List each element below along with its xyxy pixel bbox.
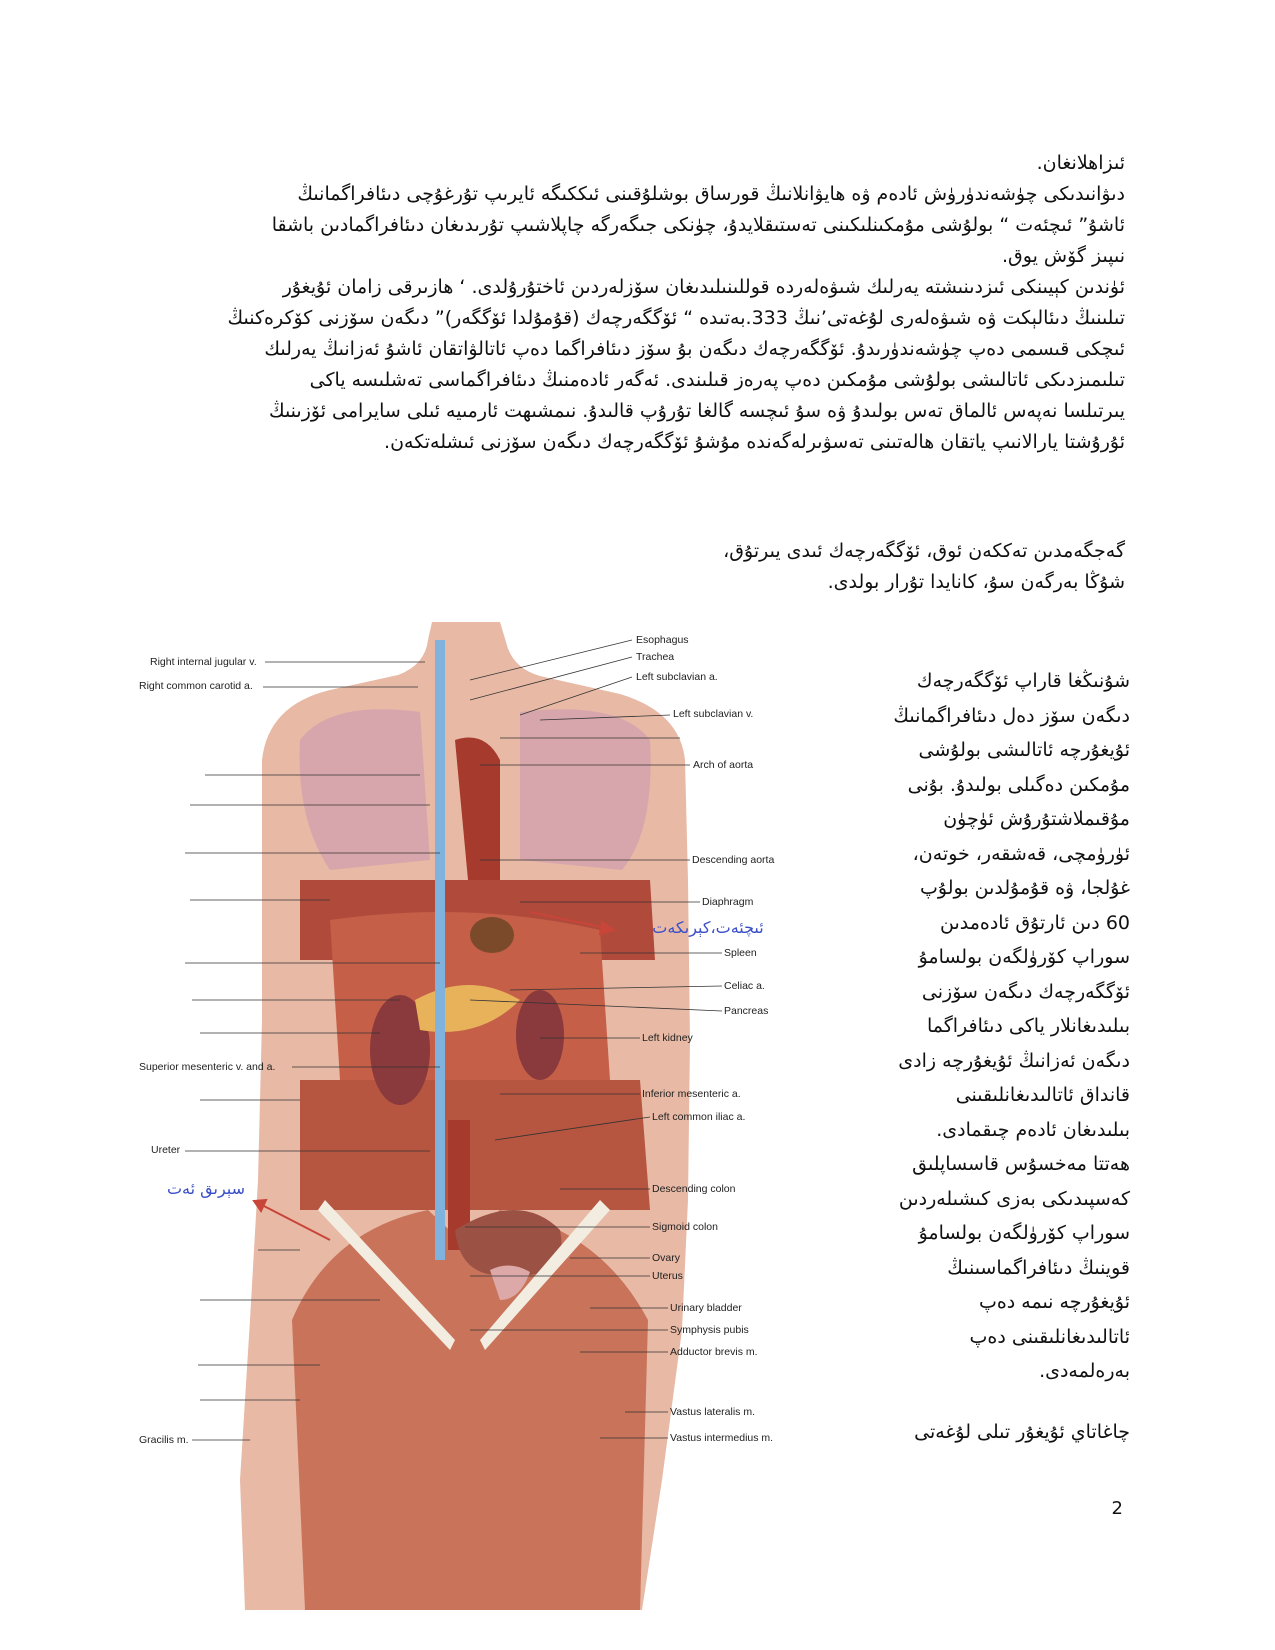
label-sigmoid-colon: Sigmoid colon (652, 1221, 718, 1233)
side-line: دىگەن سۆز دەل دىئافراگمانىڭ (893, 704, 1130, 727)
label-spleen: Spleen (724, 947, 757, 959)
label-vastus-intermedius: Vastus intermedius m. (670, 1432, 774, 1444)
label-arch-of-aorta: Arch of aorta (693, 759, 754, 771)
paragraph-line: ئاشۇ” ئىچئەت “ بولۇشى مۇمكىنلىكىنى تەستىقلايدۇ، چۈنكى جىگەرگە چاپلاشىپ تۇرىدىغان دىئافراگمادىن باشقا (271, 214, 1125, 236)
side-line: سوراپ كۆرۈلگەن بولسامۇ (918, 1222, 1130, 1244)
label-esophagus: Esophagus (636, 634, 689, 646)
page-number: 2 (1111, 1498, 1123, 1519)
label-ovary: Ovary (652, 1252, 681, 1264)
verse-line: گەجگەمدىن تەككەن ئوق، ئۆگگەرچەك ئىدى يىرتۇق، (723, 540, 1125, 562)
body-illustration (240, 622, 690, 1610)
side-line: كەسپىدىكى بەزى كىشىلەردىن (898, 1187, 1130, 1210)
side-line: ئۈرۈمچى، قەشقەر، خوتەن، (912, 842, 1130, 865)
side-line: ئۆگگەرچەك دىگەن سۆزنى (921, 980, 1130, 1003)
label-ureter: Ureter (151, 1144, 181, 1156)
paragraph-line: دىۋانىدىكى چۈشەندۈرۈش ئادەم ۋە ھايۋانلانىڭ قورساق بوشلۇقىنى ئىككىگە ئايرىپ تۇرغۇچى دىئافراگمانىڭ (297, 183, 1125, 205)
label-uterus: Uterus (652, 1270, 683, 1282)
side-line: بىلىدىغان ئادەم چىقمادى. (936, 1118, 1130, 1141)
label-urinary-bladder: Urinary bladder (670, 1302, 742, 1314)
paragraph-line: ئۈندىن كېيىنكى ئىزدىنىشتە يەرلىك شىۋەلەردە قوللىنىلىدىغان سۆزلەردىن ئاختۇرۇلدى. ‘ ھازىرقى زامان ئۇيغۇر (282, 276, 1125, 298)
side-column-text (840, 664, 1130, 1449)
label-gracilis: Gracilis m. (139, 1434, 189, 1446)
side-line: غۇلجا، ۋە قۇمۇلدىن بولۇپ (920, 877, 1130, 899)
callout-groin: سېرىق ئەت (166, 1179, 246, 1198)
label-pancreas: Pancreas (724, 1005, 769, 1017)
side-last-line: چاغاتاي ئۇيغۇر تىلى لۇغەتى (914, 1420, 1130, 1443)
label-left-kidney: Left kidney (642, 1032, 693, 1044)
paragraph-line: نىپىز گۆش يوق. (1002, 245, 1125, 267)
paragraph-line: ئۇرۇشتا يارالانىپ ياتقان ھالەتىنى تەسۋىرلەگەندە مۇشۇ ئۆگگەرچەك دىگەن سۆزنى ئىشلەتكەن. (384, 431, 1125, 453)
label-descending-aorta: Descending aorta (692, 854, 775, 866)
side-line: 60 دىن ئارتۇق ئادەمدىن (939, 911, 1130, 934)
paragraph-line: تىلىنىڭ دىئالېكت ۋە شىۋەلەرى لۇغەتى’نىڭ 333.بەتىدە “ ئۆگگەرچەك (قۇمۇلدا ئۆگگەر)” دىگەن سۆزنى كۆكرەكنىڭ (227, 307, 1125, 329)
label-symphysis-pubis: Symphysis pubis (670, 1324, 749, 1336)
label-vastus-lateralis: Vastus lateralis m. (670, 1406, 755, 1418)
paragraph-line: يىرتىلسا نەپەس ئالماق تەس بولىدۇ ۋە سۇ ئىچسە گالغا تۇرۇپ قالىدۇ. نىمشىھت ئارمىيە ئىلى سايرامى ئۆزىنىڭ (268, 400, 1125, 422)
side-line: ئاتالىدىغانلىقىنى دەپ (969, 1325, 1130, 1348)
paragraph-line: تىلىمىزدىكى ئاتالىشى بولۇشى مۇمكىن دەپ پەرەز قىلىندى. ئەگەر ئادەمنىڭ دىئافراگماسى تەشلىسە ياكى (309, 369, 1125, 391)
side-line: سوراپ كۆرۈلگەن بولسامۇ (918, 946, 1130, 968)
label-left-subclavian-a: Left subclavian a. (636, 671, 718, 683)
label-adductor-brevis: Adductor brevis m. (670, 1346, 758, 1358)
side-line: مۇقىملاشتۇرۇش ئۈچۈن (943, 808, 1130, 830)
side-line: شۇنىڭغا قاراپ ئۆگگەرچەك (916, 670, 1130, 692)
side-line: ھەتتا مەخسۇس قاسساپلىق (912, 1153, 1130, 1175)
label-trachea: Trachea (636, 651, 675, 663)
side-line: قوينىڭ دىئافراگماسىنىڭ (947, 1256, 1130, 1279)
label-diaphragm: Diaphragm (702, 896, 754, 908)
label-right-internal-jugular: Right internal jugular v. (150, 656, 257, 668)
label-right-common-carotid: Right common carotid a. (139, 680, 253, 692)
side-line: دىگەن ئەزانىڭ ئۇيغۇرچە زادى (898, 1049, 1130, 1072)
label-descending-colon: Descending colon (652, 1183, 736, 1195)
side-line: بىلىدىغانلار ياكى دىئافراگما (926, 1015, 1130, 1037)
side-line: مۇمكىن دەگىلى بولىدۇ. بۇنى (907, 773, 1130, 796)
side-line: ئۇيغۇرچە نىمە دەپ (978, 1291, 1130, 1313)
side-line: بەرەلمەدى. (1039, 1360, 1130, 1382)
label-superior-mesenteric: Superior mesenteric v. and a. (139, 1061, 276, 1073)
paragraph-line: ئىچكى قىسمى دەپ چۈشەندۈرىدۇ. ئۆگگەرچەك دىگەن بۇ سۆز دىئافراگما دەپ ئاتالۋاتقان ئاشۇ ئەزانىڭ يەرلىك (264, 338, 1125, 360)
callout-diaphragm: ئىچئەت،كېرىكەت (652, 918, 764, 937)
label-left-subclavian-v: Left subclavian v. (673, 708, 754, 720)
label-inferior-mesenteric: Inferior mesenteric a. (642, 1088, 741, 1100)
label-celiac: Celiac a. (724, 980, 765, 992)
verse-line: شۇڭا بەرگەن سۇ، كانايدا تۇرار بولدى. (827, 571, 1125, 593)
side-line: ئۇيغۇرچە ئاتالىشى بولۇشى (918, 739, 1130, 761)
paragraph-line: ئىزاھلانغان. (1036, 152, 1125, 174)
label-left-common-iliac: Left common iliac a. (652, 1111, 746, 1123)
side-line: قانداق ئاتالىدىغانلىقىنى (955, 1084, 1130, 1106)
